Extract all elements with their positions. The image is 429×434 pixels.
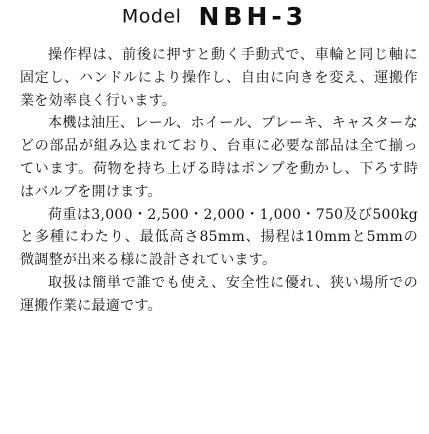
description-body — [20, 44, 418, 318]
model-label: Model — [121, 5, 182, 28]
paragraph-intro: 操作桿は、前後に押すと動く手動式で、車輪と同じ軸に固定し、ハンドルにより操作し、自由に向きを変え、運搬作業を効率良く行います。 — [20, 47, 418, 109]
paragraph-features: 本機は油圧、レール、ホイール、ブレーキ、キャスターなどの部品が組み込まれており、台車に必要な部品は全て揃っています。荷物を持ち上げる時はポンプを動かし、下ろす時はバルブを開けます。 — [20, 115, 418, 200]
paragraph-specifications: 荷重は3,000・2,500・2,000・1,000・750及び500kgと多種にわたり、最低高さ85mm、揚程は10mmと5mmの微調整が出来る様に設計されています。 — [20, 206, 418, 269]
model-header — [0, 2, 429, 31]
model-number: NBH-3 — [198, 2, 308, 31]
paragraph-usage: 取扱は簡単で誰でも使え、安全性に優れ、狭い場所での運搬作業に最適です。 — [20, 274, 418, 314]
